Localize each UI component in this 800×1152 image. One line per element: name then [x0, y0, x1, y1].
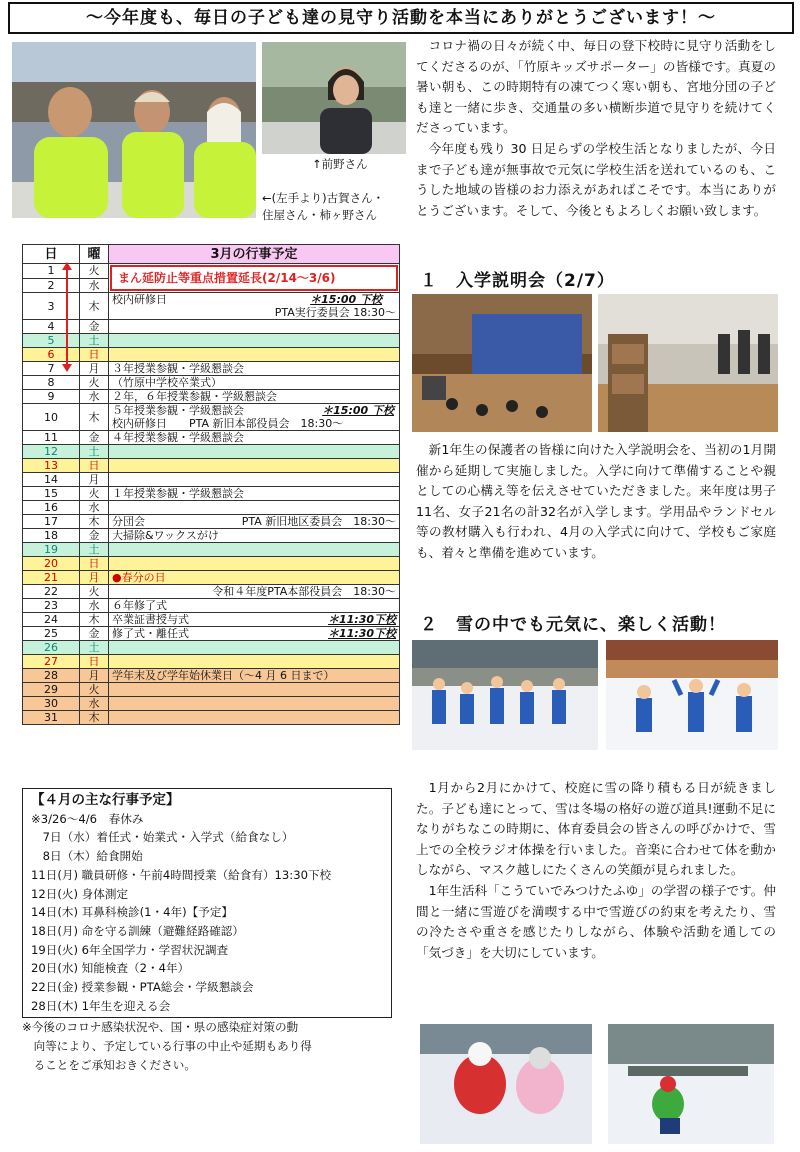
weekday-cell: 火: [80, 585, 109, 599]
day-cell: 21: [23, 571, 80, 585]
april-item: ※3/26～4/6 春休み: [31, 811, 144, 826]
day-cell: 3: [23, 293, 80, 320]
weekday-cell: 金: [80, 529, 109, 543]
april-item: 12日(火) 身体測定: [31, 886, 129, 901]
weekday-cell: 土: [80, 543, 109, 557]
weekday-cell: 火: [80, 683, 109, 697]
day-cell: 17: [23, 515, 80, 529]
weekday-cell: 木: [80, 711, 109, 725]
gym-photo: [598, 294, 778, 432]
dismissal-note: ＊15:00 下校: [322, 404, 394, 417]
volunteers-photo: [12, 42, 256, 218]
weekday-cell: 火: [80, 376, 109, 390]
weekday-cell: 木: [80, 515, 109, 529]
april-item: 28日(木) 1年生を迎える会: [31, 998, 171, 1013]
weekday-cell: 日: [80, 459, 109, 473]
april-item: 22日(金) 授業参観・PTA総会・学級懇談会: [31, 980, 254, 995]
april-title: 【４月の主な行事予定】: [31, 792, 180, 808]
event-text: PTA 新旧地区委員会 18:30～: [241, 515, 396, 528]
april-item: 7日（水）着任式・始業式・入学式（給食なし）: [31, 830, 294, 845]
day-cell: 11: [23, 431, 80, 445]
weekday-cell: 月: [80, 669, 109, 683]
weekday-cell: 木: [80, 404, 109, 431]
day-cell: 15: [23, 487, 80, 501]
weekday-cell: 木: [80, 293, 109, 320]
weekday-cell: 水: [80, 697, 109, 711]
april-note: ※今後のコロナ感染状況や、国・県の感染症対策の動: [22, 1020, 299, 1035]
weekday-cell: 月: [80, 362, 109, 376]
day-cell: 23: [23, 599, 80, 613]
headline-banner: ～今年度も、毎日の子ども達の見守り活動を本当にありがとうございます！～: [8, 2, 794, 34]
event-cell: [109, 515, 400, 529]
april-item: 8日（木）給食開始: [31, 849, 143, 864]
day-cell: 16: [23, 501, 80, 515]
section2-title: ２ 雪の中でも元気に、楽しく活動！: [420, 615, 726, 635]
day-cell: 19: [23, 543, 80, 557]
snow-exercise-photo-2: [606, 640, 778, 750]
april-item: 18日(月) 命を守る訓練（避難経路確認）: [31, 923, 244, 938]
day-cell: 8: [23, 376, 80, 390]
event-cell: [109, 293, 400, 320]
weekday-cell: 水: [80, 599, 109, 613]
weekday-cell: 木: [80, 613, 109, 627]
event-text: 校内研修日: [112, 293, 167, 306]
day-cell: 6: [23, 348, 80, 362]
day-cell: 18: [23, 529, 80, 543]
day-cell: 30: [23, 697, 80, 711]
snow-play-photo-1: [420, 1024, 592, 1144]
weekday-cell: 水: [80, 390, 109, 404]
day-cell: 24: [23, 613, 80, 627]
section1-body: [416, 440, 776, 564]
event-text: ２年，６年授業参観・学級懇談会: [109, 390, 400, 404]
weekday-cell: 水: [80, 278, 109, 293]
weekday-cell: 土: [80, 334, 109, 348]
dismissal-note: ＊11:30下校: [327, 613, 396, 626]
event-text: 大掃除&ワックスがけ: [109, 529, 400, 543]
event-cell: [109, 404, 400, 431]
day-cell: 26: [23, 641, 80, 655]
april-note: ることをご承知おきください。: [22, 1057, 196, 1072]
snow-play-photo-2: [608, 1024, 774, 1144]
dismissal-note: ＊11:30下校: [327, 627, 396, 640]
section2-paragraph: 1年生活科「こうていでみつけたふゆ」の学習の様子です。仲間と一緒に雪遊びを満喫する中で雪遊びの約束を考えたり、雪の冷たさや重さを感じたりしながら、体験や活動を通しての「気づき」を大切にしています。: [416, 882, 776, 960]
event-text: ５年授業参観・学級懇談会: [112, 404, 244, 417]
day-cell: 13: [23, 459, 80, 473]
day-cell: 31: [23, 711, 80, 725]
weekday-cell: 月: [80, 473, 109, 487]
day-cell: 10: [23, 404, 80, 431]
header-day: 日: [23, 245, 80, 264]
day-cell: 22: [23, 585, 80, 599]
calendar-title: 3月の行事予定: [109, 245, 400, 264]
day-cell: 5: [23, 334, 80, 348]
day-cell: 1: [23, 264, 80, 279]
event-text: ４年授業参観・学級懇談会: [109, 431, 400, 445]
weekday-cell: 土: [80, 445, 109, 459]
march-events-table: [22, 244, 400, 725]
event-cell: [109, 613, 400, 627]
briefing-hall-photo: [412, 294, 592, 432]
event-text: 修了式・離任式: [112, 627, 189, 640]
event-text: 分団会: [112, 515, 145, 528]
weekday-cell: 日: [80, 348, 109, 362]
holiday-text: ●春分の日: [109, 571, 400, 585]
weekday-cell: 土: [80, 641, 109, 655]
weekday-cell: 火: [80, 264, 109, 279]
day-cell: 27: [23, 655, 80, 669]
dismissal-note: ＊15:00 下校: [310, 293, 382, 306]
april-schedule: [22, 788, 392, 1075]
day-cell: 7: [23, 362, 80, 376]
period-arrow-icon: [60, 262, 74, 374]
april-item: 11日(月) 職員研修・午前4時間授業（給食有）13:30下校: [31, 867, 332, 882]
april-item: 19日(火) 6年全国学力・学習状況調査: [31, 942, 229, 957]
intro-paragraph: 今年度も残り 30 日足らずの学校生活となりましたが、今日まで子ども達が無事故で元気に学校生活を送れているのも、こうした地域の皆様のお力添えがあればこそです。本当にありがとうございます。そして、今後ともよろしくお願い致します。: [416, 140, 776, 218]
day-cell: 14: [23, 473, 80, 487]
section2-body: [416, 778, 776, 963]
maeno-photo: [262, 42, 406, 154]
day-cell: 12: [23, 445, 80, 459]
event-text: 令和４年度PTA本部役員会 18:30～: [109, 585, 400, 599]
intro-text: [416, 36, 776, 221]
event-text: ６年修了式: [109, 599, 400, 613]
event-text: PTA実行委員会 18:30～: [274, 306, 396, 319]
section1-paragraph: 新1年生の保護者の皆様に向けた入学説明会を、当初の1月開催から延期して実施しました。入学に向けて準備することや親としての心構え等を伝えさせていただきました。来年度は男子11名、女子21名の計32名が入学します。学用品やランドセル等の教材購入も行われ、4月の入学式に向けて、学校もご家庭も、着々と準備を進めています。: [416, 442, 776, 560]
event-text: 学年末及び学年始休業日（～4 月 6 日まで）: [109, 669, 400, 683]
day-cell: 9: [23, 390, 80, 404]
alert-emergency-extension: まん延防止等重点措置延長(2/14～3/6): [110, 265, 398, 291]
section2-paragraph: 1月から2月にかけて、校庭に雪の降り積もる日が続きました。子ども達にとって、雪は冬場の格好の遊び道具!運動不足になりがちなこの時期に、体育委員会の皆さんの呼びかけで、雪上での全校ラジオ体操を行いました。音楽に合わせて体を動かしながら、マスク越しにたくさんの笑顔が見られました。: [416, 780, 776, 878]
day-cell: 28: [23, 669, 80, 683]
april-schedule-box: [22, 788, 392, 1018]
day-cell: 20: [23, 557, 80, 571]
weekday-cell: 金: [80, 627, 109, 641]
event-text: １年授業参観・学級懇談会: [109, 487, 400, 501]
intro-paragraph: コロナ禍の日々が続く中、毎日の登下校時に見守り活動をしてくださるのが、「竹原キッズサポーター」の皆様です。真夏の暑い朝も、この時期特有の凍てつく寒い朝も、宮地分団の子ども達と一緒に歩き、交通量の多い横断歩道で見守りを続けてくださっています。: [416, 38, 776, 136]
event-text: （竹原中学校卒業式）: [109, 376, 400, 390]
april-item: 14日(木) 耳鼻科検診(1・4年)【予定】: [31, 905, 234, 920]
weekday-cell: 日: [80, 655, 109, 669]
section1-title: １ 入学説明会（2/7）: [420, 271, 615, 291]
event-text: 卒業証書授与式: [112, 613, 189, 626]
event-text: 校内研修日 PTA 新旧本部役員会 18:30～: [112, 417, 344, 430]
weekday-cell: 月: [80, 571, 109, 585]
weekday-cell: 金: [80, 320, 109, 334]
day-cell: 2: [23, 278, 80, 293]
maeno-caption: ↑前野さん: [312, 157, 368, 171]
weekday-cell: 水: [80, 501, 109, 515]
volunteers-caption-line1: ←(左手より)古賀さん・: [262, 191, 385, 205]
weekday-cell: 金: [80, 431, 109, 445]
event-text: ３年授業参観・学級懇談会: [109, 362, 400, 376]
snow-exercise-photo-1: [412, 640, 598, 750]
day-cell: 4: [23, 320, 80, 334]
weekday-cell: 日: [80, 557, 109, 571]
volunteers-caption-line2: 住屋さん・柿ヶ野さん: [262, 208, 377, 222]
day-cell: 29: [23, 683, 80, 697]
april-item: 20日(水) 知能検査（2・4年）: [31, 961, 190, 976]
header-weekday: 曜: [80, 245, 109, 264]
april-note: 向等により、予定している行事の中止や延期もあり得: [22, 1039, 312, 1054]
weekday-cell: 火: [80, 487, 109, 501]
event-cell: [109, 627, 400, 641]
day-cell: 25: [23, 627, 80, 641]
